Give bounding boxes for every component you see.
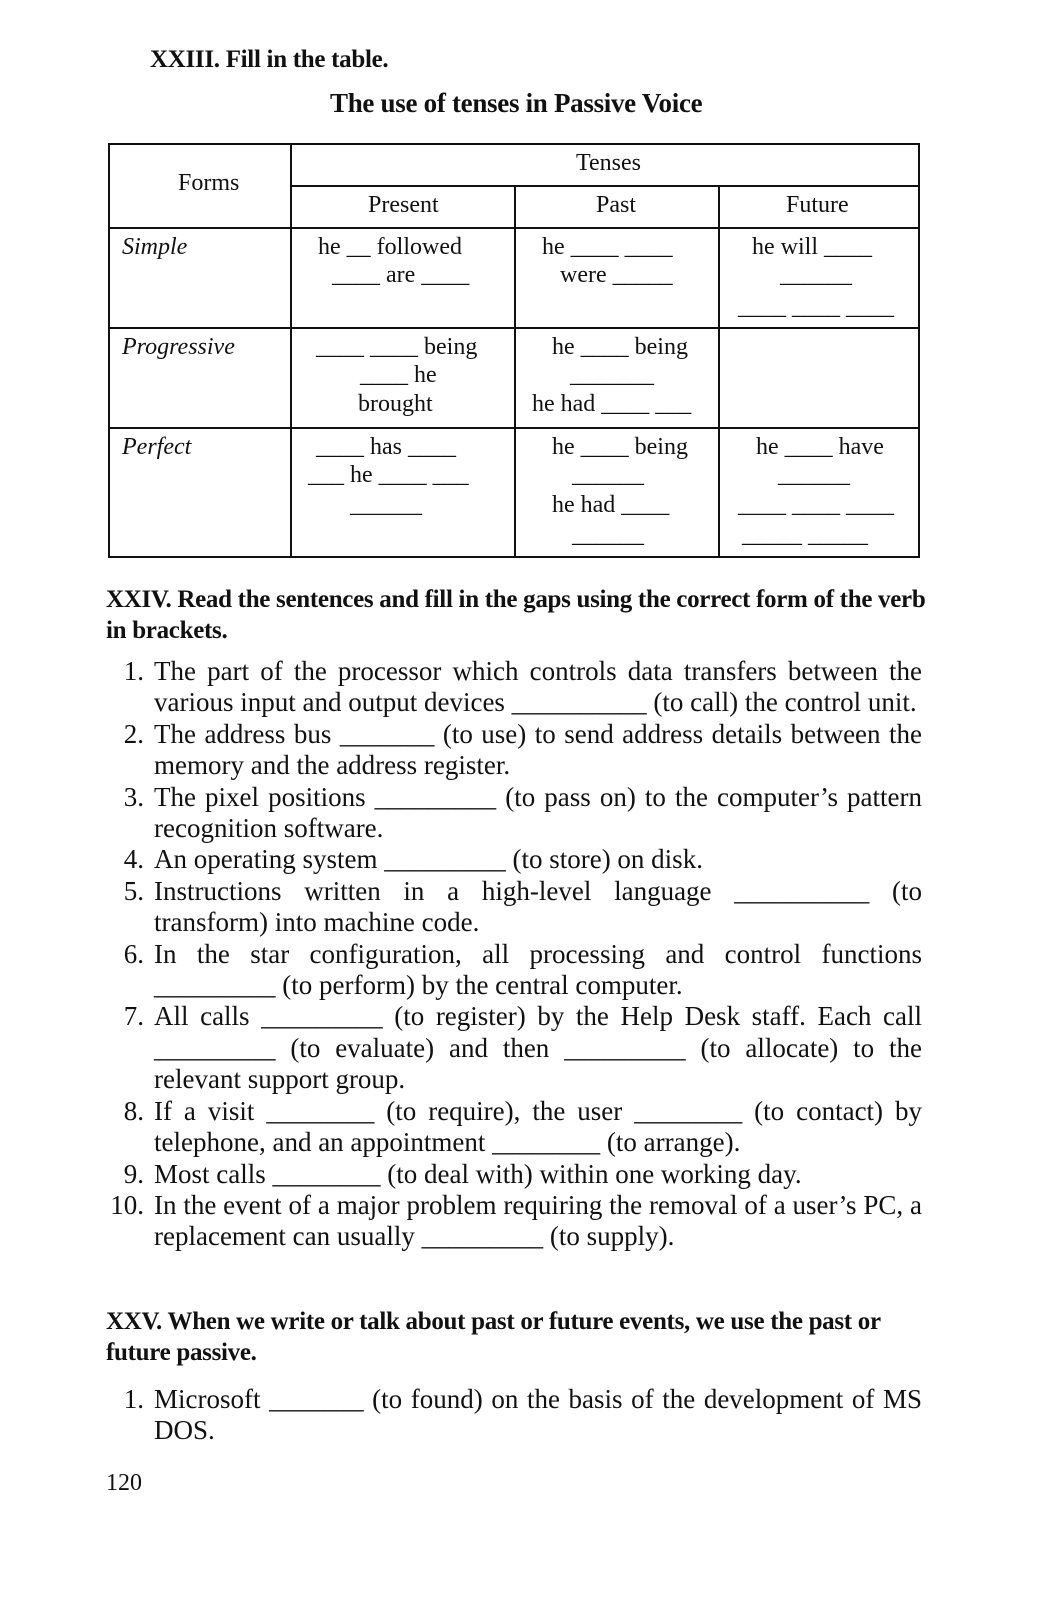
tense-column-past: Past	[596, 192, 637, 218]
table-divider	[718, 185, 720, 556]
exercise-25-list	[106, 1384, 922, 1447]
item-number: 1.	[123, 656, 144, 686]
item-number: 10.	[110, 1189, 144, 1220]
item-number: 3.	[123, 781, 144, 812]
item-text: All calls _________ (to register) by the Help Desk staff. Each call _________ (to evaluate) and then _________ (to allocate) to the relevant support group.	[154, 1001, 922, 1095]
item-number: 1.	[123, 1384, 144, 1414]
cell-simple-future-line: ____ ____ ____	[738, 294, 894, 320]
table-divider	[110, 227, 918, 229]
forms-header: Forms	[178, 170, 240, 196]
tense-column-present: Present	[368, 192, 439, 218]
cell-simple-present-line: ____ are ____	[332, 262, 470, 288]
cell-perfect-past-line: he ____ being	[552, 434, 688, 460]
cell-progressive-present-line: ____ ____ being	[316, 334, 478, 360]
cell-perfect-past-line: ______	[572, 522, 644, 548]
cell-perfect-present-line: ____ has ____	[316, 434, 456, 460]
cell-progressive-present-line: brought	[358, 391, 433, 417]
list-item	[106, 1096, 922, 1159]
item-text: The pixel positions _________ (to pass on) to the computer’s pattern recognition software.	[154, 781, 922, 844]
row-label-progressive: Progressive	[122, 334, 235, 360]
cell-perfect-future-line: he ____ have	[756, 434, 884, 460]
cell-simple-present-line: he __ followed	[318, 234, 462, 260]
list-item	[106, 1384, 922, 1447]
cell-perfect-future-line: _____ _____	[742, 522, 868, 548]
cell-simple-future-line: he will ____	[752, 234, 872, 260]
table-divider	[290, 185, 918, 187]
item-number: 6.	[123, 938, 144, 969]
item-number: 5.	[123, 875, 144, 906]
exercise-24-list	[106, 656, 922, 1253]
tenses-table	[108, 143, 920, 558]
table-divider	[110, 327, 918, 329]
item-number: 7.	[123, 1001, 144, 1032]
row-label-perfect: Perfect	[122, 434, 192, 460]
exercise-23-heading: XXIII. Fill in the table.	[150, 46, 389, 73]
list-item	[106, 1159, 922, 1190]
list-item	[106, 782, 922, 845]
table-title: The use of tenses in Passive Voice	[330, 88, 703, 118]
list-item	[106, 1001, 922, 1095]
item-number: 8.	[123, 1095, 144, 1126]
tenses-header: Tenses	[576, 150, 641, 176]
table-divider	[290, 145, 292, 556]
cell-perfect-future-line: ______	[778, 462, 850, 488]
item-text: In the star configuration, all processing and control functions _________ (to perform) by the central computer.	[154, 938, 922, 1001]
cell-perfect-present-line: ___ he ____ ___	[308, 462, 469, 488]
item-text: The part of the processor which controls data transfers between the various input and output devices __________ (to call) the control unit.	[154, 656, 922, 718]
table-divider	[110, 427, 918, 429]
cell-progressive-past-line: _______	[570, 362, 654, 388]
item-text: Microsoft _______ (to found) on the basis of the development of MS DOS.	[154, 1384, 922, 1446]
item-number: 9.	[123, 1158, 144, 1189]
item-text: If a visit ________ (to require), the user ________ (to contact) by telephone, and an appointment ________ (to arrange).	[154, 1095, 922, 1158]
list-item	[106, 876, 922, 939]
list-item	[106, 939, 922, 1002]
list-item	[106, 844, 922, 875]
cell-progressive-present-line: ____ he	[360, 362, 437, 388]
cell-perfect-present-line: ______	[350, 492, 422, 518]
list-item	[106, 1190, 922, 1253]
item-text: In the event of a major problem requiring the removal of a user’s PC, a replacement can usually _________ (to supply).	[154, 1189, 922, 1252]
item-text: Instructions written in a high-level language __________ (to transform) into machine code.	[154, 875, 922, 938]
page-number: 120	[106, 1470, 142, 1496]
list-item	[106, 656, 922, 719]
cell-simple-past-line: he ____ ____	[542, 234, 673, 260]
tense-column-future: Future	[786, 192, 849, 218]
cell-simple-past-line: were _____	[560, 262, 673, 288]
cell-simple-future-line: ______	[780, 262, 852, 288]
cell-perfect-past-line: ______	[572, 462, 644, 488]
item-text: The address bus _______ (to use) to send address details between the memory and the address register.	[154, 718, 922, 781]
cell-progressive-past-line: he ____ being	[552, 334, 688, 360]
table-divider	[514, 185, 516, 556]
row-label-simple: Simple	[122, 234, 188, 260]
cell-progressive-past-line: he had ____ ___	[532, 391, 692, 417]
item-number: 2.	[123, 718, 144, 749]
item-text: An operating system _________ (to store) on disk.	[154, 844, 703, 875]
cell-perfect-future-line: ____ ____ ____	[738, 492, 894, 518]
exercise-24-heading: XXIV. Read the sentences and fill in the gaps using the correct form of the verb in brackets.	[106, 586, 926, 644]
list-item	[106, 719, 922, 782]
cell-perfect-past-line: he had ____	[552, 492, 670, 518]
item-text: Most calls ________ (to deal with) within one working day.	[154, 1158, 802, 1189]
exercise-25-heading: XXV. When we write or talk about past or future events, we use the past or future passive.	[106, 1308, 881, 1366]
item-number: 4.	[123, 844, 144, 875]
